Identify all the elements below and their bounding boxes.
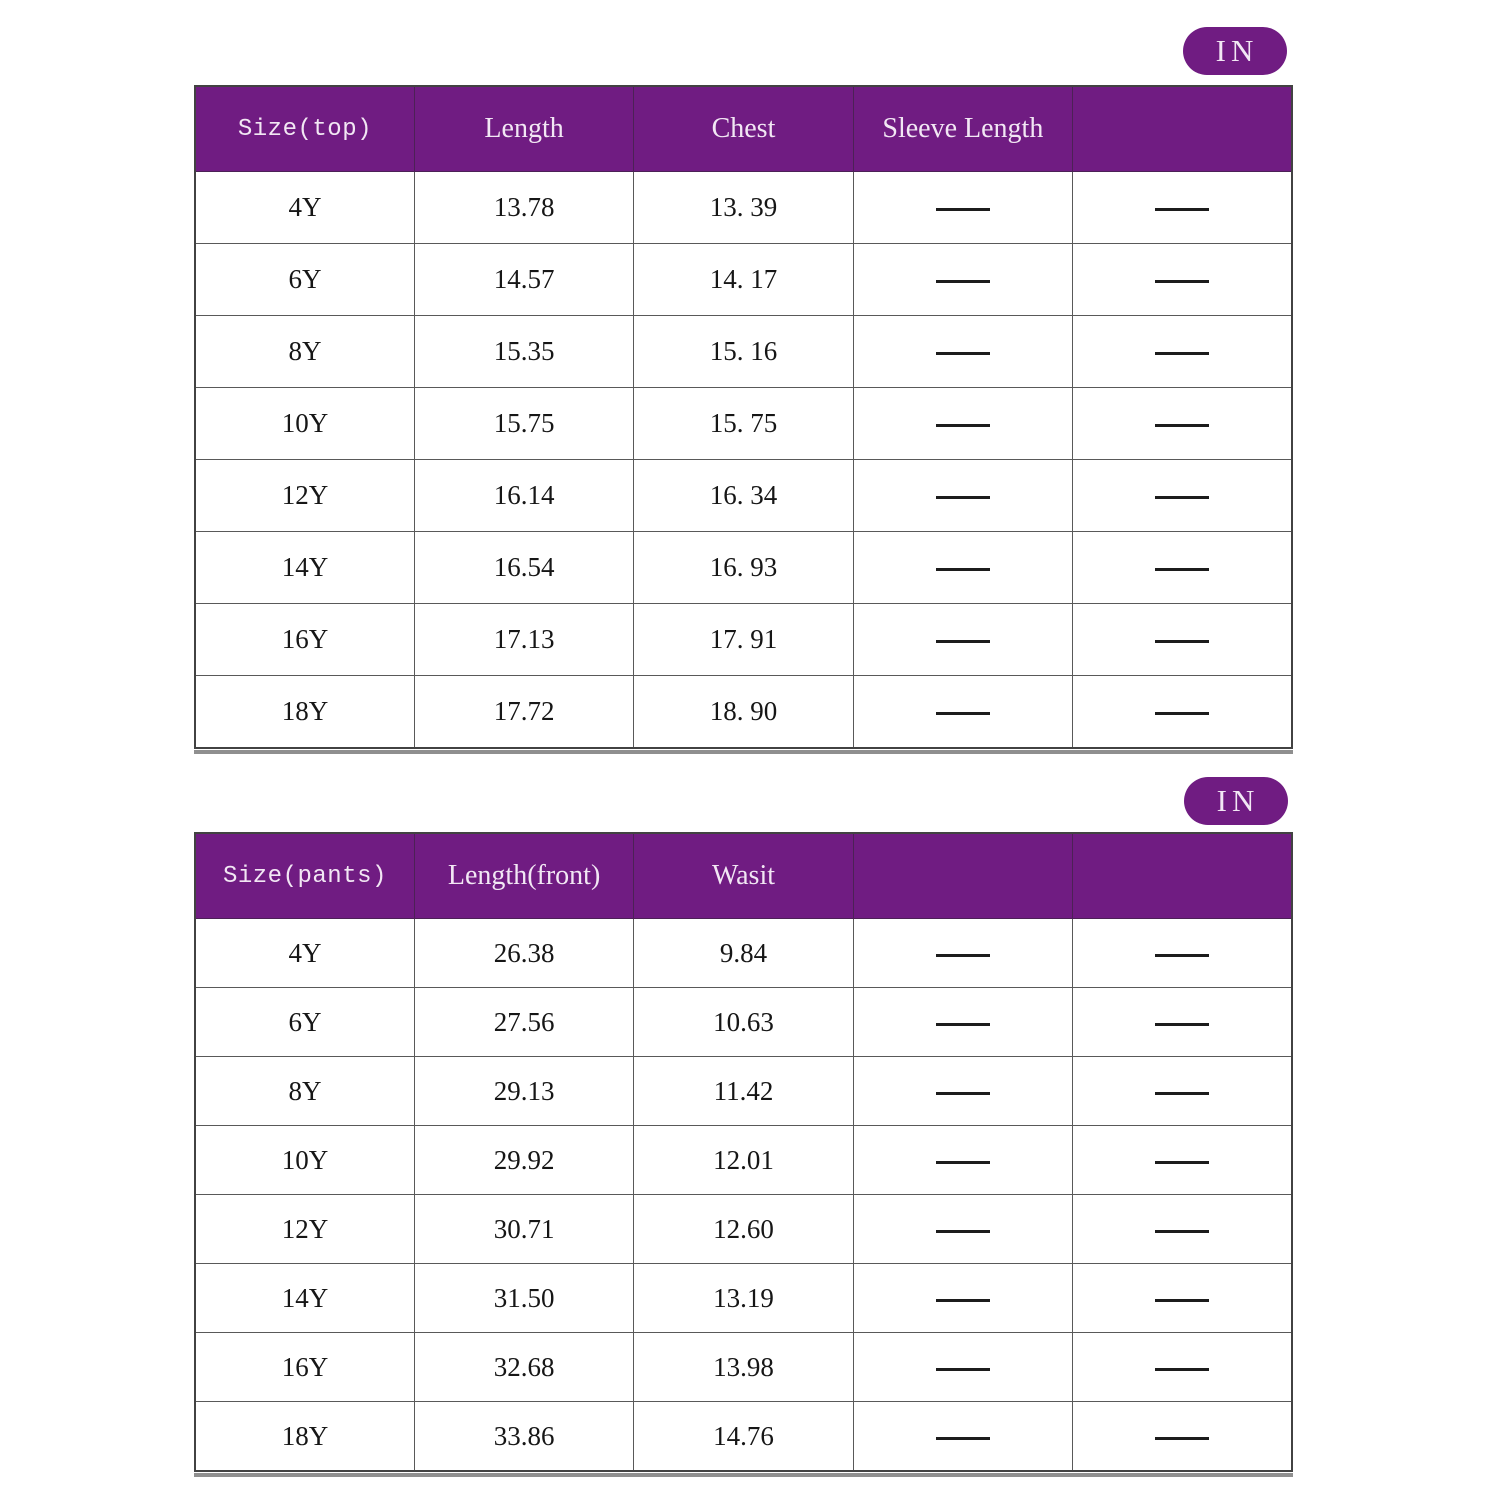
measurement-cell: 15.35: [414, 316, 633, 388]
measurement-cell: 11.42: [634, 1057, 853, 1126]
measurement-cell: 14. 17: [634, 244, 853, 316]
measurement-cell: 18. 90: [634, 676, 853, 749]
measurement-cell: [853, 172, 1072, 244]
column-header-empty: [853, 833, 1072, 919]
size-label-cell: 16Y: [195, 604, 414, 676]
measurement-cell: 16. 34: [634, 460, 853, 532]
measurement-cell: [853, 388, 1072, 460]
size-label-cell: 4Y: [195, 172, 414, 244]
table-row: [195, 1333, 1292, 1402]
size-label-cell: 12Y: [195, 1195, 414, 1264]
measurement-cell: 27.56: [414, 988, 633, 1057]
dash-mark: [1155, 280, 1209, 283]
dash-mark: [1155, 568, 1209, 571]
measurement-cell: 29.13: [414, 1057, 633, 1126]
size-label-cell: 18Y: [195, 676, 414, 749]
unit-badge-inches-pants: IN: [1184, 777, 1288, 825]
dash-mark: [1155, 954, 1209, 957]
size-label-cell: 10Y: [195, 1126, 414, 1195]
measurement-cell: 13.78: [414, 172, 633, 244]
column-header-size-top: Size(top): [195, 86, 414, 172]
measurement-cell: [1073, 1057, 1292, 1126]
measurement-cell: [853, 1264, 1072, 1333]
table-row: [195, 1402, 1292, 1472]
measurement-cell: [1073, 676, 1292, 749]
size-label-cell: 8Y: [195, 1057, 414, 1126]
table-row: [195, 988, 1292, 1057]
measurement-cell: [1073, 172, 1292, 244]
measurement-cell: 13.98: [634, 1333, 853, 1402]
measurement-cell: 16.54: [414, 532, 633, 604]
measurement-cell: 17.13: [414, 604, 633, 676]
dash-mark: [1155, 496, 1209, 499]
table-row: [195, 1057, 1292, 1126]
measurement-cell: 17. 91: [634, 604, 853, 676]
measurement-cell: [1073, 316, 1292, 388]
size-chart-table-pants: [194, 832, 1293, 1472]
dash-mark: [936, 1230, 990, 1233]
table-row: [195, 460, 1292, 532]
top-table-header-row: [195, 86, 1292, 172]
top-table-body: [195, 172, 1292, 749]
table-row: [195, 604, 1292, 676]
measurement-cell: [853, 919, 1072, 988]
table-row: [195, 1126, 1292, 1195]
measurement-cell: 16. 93: [634, 532, 853, 604]
dash-mark: [1155, 712, 1209, 715]
measurement-cell: 14.76: [634, 1402, 853, 1472]
size-label-cell: 6Y: [195, 244, 414, 316]
column-header-sleeve-length: Sleeve Length: [853, 86, 1072, 172]
measurement-cell: [1073, 988, 1292, 1057]
dash-mark: [1155, 1437, 1209, 1440]
measurement-cell: [853, 460, 1072, 532]
dash-mark: [936, 1161, 990, 1164]
dash-mark: [936, 1299, 990, 1302]
measurement-cell: 29.92: [414, 1126, 633, 1195]
measurement-cell: [853, 676, 1072, 749]
column-header-length: Length: [414, 86, 633, 172]
size-label-cell: 18Y: [195, 1402, 414, 1472]
size-label-cell: 14Y: [195, 1264, 414, 1333]
measurement-cell: [1073, 388, 1292, 460]
dash-mark: [1155, 640, 1209, 643]
measurement-cell: 13. 39: [634, 172, 853, 244]
measurement-cell: 15. 16: [634, 316, 853, 388]
measurement-cell: [1073, 244, 1292, 316]
dash-mark: [936, 640, 990, 643]
pants-table-body: [195, 919, 1292, 1472]
measurement-cell: 12.01: [634, 1126, 853, 1195]
top-size-table-wrap: [194, 85, 1293, 754]
table-row: [195, 919, 1292, 988]
dash-mark: [936, 1368, 990, 1371]
dash-mark: [936, 712, 990, 715]
measurement-cell: [853, 532, 1072, 604]
column-header-chest: Chest: [634, 86, 853, 172]
table-row: [195, 172, 1292, 244]
table-row: [195, 244, 1292, 316]
measurement-cell: [853, 1126, 1072, 1195]
dash-mark: [936, 496, 990, 499]
size-label-cell: 12Y: [195, 460, 414, 532]
dash-mark: [936, 424, 990, 427]
size-chart-table-top: [194, 85, 1293, 749]
size-label-cell: 14Y: [195, 532, 414, 604]
table-row: [195, 316, 1292, 388]
dash-mark: [1155, 208, 1209, 211]
column-header-waist: Wasit: [634, 833, 853, 919]
size-label-cell: 10Y: [195, 388, 414, 460]
dash-mark: [1155, 1230, 1209, 1233]
measurement-cell: 15. 75: [634, 388, 853, 460]
table-row: [195, 532, 1292, 604]
measurement-cell: [853, 1402, 1072, 1472]
dash-mark: [1155, 352, 1209, 355]
measurement-cell: 33.86: [414, 1402, 633, 1472]
measurement-cell: [1073, 1333, 1292, 1402]
measurement-cell: [1073, 604, 1292, 676]
measurement-cell: 15.75: [414, 388, 633, 460]
measurement-cell: 13.19: [634, 1264, 853, 1333]
measurement-cell: 30.71: [414, 1195, 633, 1264]
dash-mark: [1155, 1161, 1209, 1164]
size-label-cell: 6Y: [195, 988, 414, 1057]
dash-mark: [936, 1092, 990, 1095]
measurement-cell: 26.38: [414, 919, 633, 988]
measurement-cell: [853, 988, 1072, 1057]
measurement-cell: [1073, 1264, 1292, 1333]
unit-badge-inches-top: IN: [1183, 27, 1287, 75]
table-row: [195, 676, 1292, 749]
column-header-size-pants: Size(pants): [195, 833, 414, 919]
table-row: [195, 388, 1292, 460]
measurement-cell: [1073, 460, 1292, 532]
dash-mark: [936, 280, 990, 283]
dash-mark: [936, 1023, 990, 1026]
dash-mark: [936, 568, 990, 571]
column-header-length-front: Length(front): [414, 833, 633, 919]
table-row: [195, 1264, 1292, 1333]
measurement-cell: 9.84: [634, 919, 853, 988]
dash-mark: [936, 352, 990, 355]
measurement-cell: 16.14: [414, 460, 633, 532]
dash-mark: [936, 208, 990, 211]
column-header-empty: [1073, 86, 1292, 172]
dash-mark: [1155, 1092, 1209, 1095]
column-header-empty: [1073, 833, 1292, 919]
table-row: [195, 1195, 1292, 1264]
dash-mark: [1155, 1299, 1209, 1302]
measurement-cell: [853, 1333, 1072, 1402]
measurement-cell: 17.72: [414, 676, 633, 749]
dash-mark: [936, 1437, 990, 1440]
size-label-cell: 4Y: [195, 919, 414, 988]
measurement-cell: [1073, 1195, 1292, 1264]
measurement-cell: [853, 1195, 1072, 1264]
dash-mark: [1155, 424, 1209, 427]
measurement-cell: [1073, 1126, 1292, 1195]
dash-mark: [1155, 1023, 1209, 1026]
pants-table-header-row: [195, 833, 1292, 919]
measurement-cell: [853, 316, 1072, 388]
dash-mark: [1155, 1368, 1209, 1371]
size-label-cell: 16Y: [195, 1333, 414, 1402]
dash-mark: [936, 954, 990, 957]
measurement-cell: 31.50: [414, 1264, 633, 1333]
measurement-cell: 32.68: [414, 1333, 633, 1402]
measurement-cell: [1073, 1402, 1292, 1472]
pants-size-table-wrap: [194, 832, 1293, 1477]
size-label-cell: 8Y: [195, 316, 414, 388]
measurement-cell: [853, 244, 1072, 316]
measurement-cell: [853, 604, 1072, 676]
measurement-cell: [1073, 919, 1292, 988]
measurement-cell: 10.63: [634, 988, 853, 1057]
measurement-cell: 14.57: [414, 244, 633, 316]
measurement-cell: [1073, 532, 1292, 604]
measurement-cell: [853, 1057, 1072, 1126]
measurement-cell: 12.60: [634, 1195, 853, 1264]
